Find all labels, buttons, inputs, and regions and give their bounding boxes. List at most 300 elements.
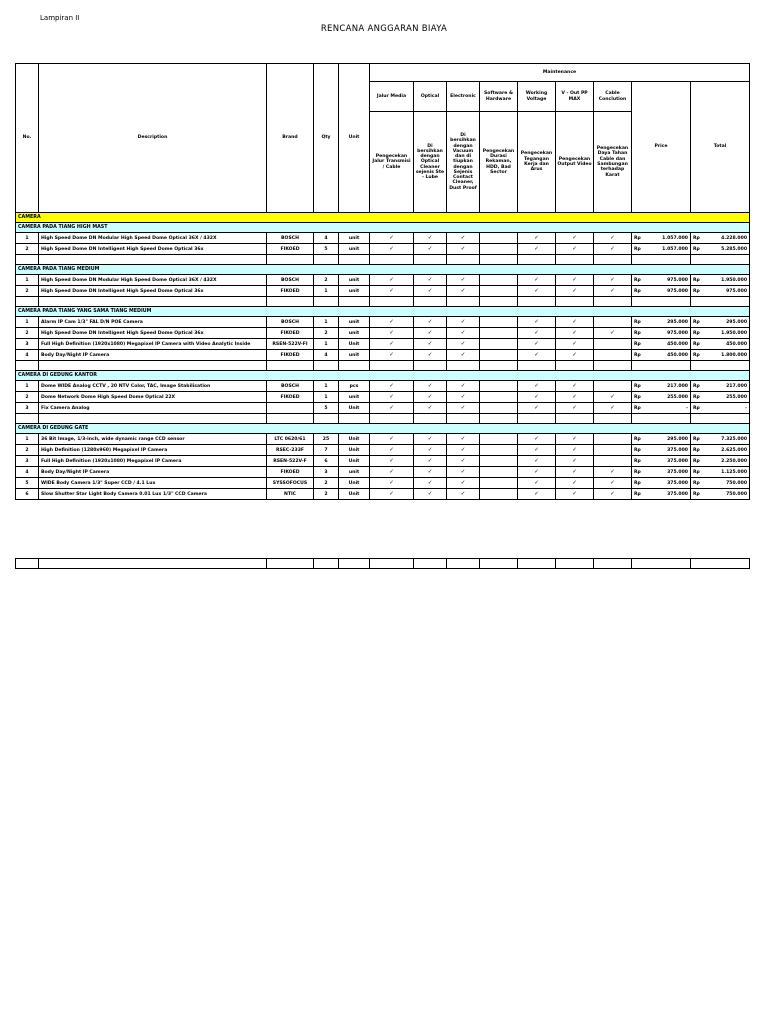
empty-check-cell — [594, 381, 632, 392]
table-row — [16, 392, 750, 403]
row-unit: unit — [339, 286, 370, 297]
row-no: 2 — [16, 286, 39, 297]
check-mark: ✓ — [414, 467, 447, 478]
table-row — [16, 489, 750, 500]
check-mark: ✓ — [370, 467, 414, 478]
check-mark: ✓ — [556, 403, 594, 414]
row-total — [691, 328, 750, 339]
maintenance-col-title: Electronic — [447, 82, 480, 112]
row-price — [632, 350, 691, 361]
row-total-value: 450.000 — [726, 341, 748, 347]
check-mark: ✓ — [370, 275, 414, 286]
check-mark: ✓ — [370, 350, 414, 361]
row-price-value: 450.000 — [667, 341, 688, 347]
row-brand: RSEN-522V-FI — [267, 339, 314, 350]
row-qty: 1 — [314, 286, 339, 297]
check-mark: ✓ — [447, 244, 480, 255]
row-total — [691, 489, 750, 500]
row-total — [691, 445, 750, 456]
maintenance-col-detail: Di bersihkan dengan Vacuum dan di tiupkan dengan Sejenis Contact Cleaner, Dust Proof — [447, 112, 480, 213]
check-mark: ✓ — [414, 233, 447, 244]
row-unit: unit — [339, 392, 370, 403]
row-qty: 4 — [314, 350, 339, 361]
check-mark: ✓ — [414, 381, 447, 392]
row-no: 3 — [16, 456, 39, 467]
row-price — [632, 381, 691, 392]
row-price — [632, 286, 691, 297]
row-total-value: 975.000 — [726, 288, 748, 294]
check-mark: ✓ — [370, 381, 414, 392]
row-total — [691, 339, 750, 350]
empty-check-cell — [480, 381, 518, 392]
maintenance-col-title: Software & Hardware — [480, 82, 518, 112]
row-total-value: 1.125.000 — [721, 469, 748, 475]
row-qty: 6 — [314, 456, 339, 467]
row-description: Body Day/Night IP Camera — [39, 467, 267, 478]
check-mark: ✓ — [447, 328, 480, 339]
col-no: No. — [16, 64, 39, 213]
check-mark: ✓ — [370, 339, 414, 350]
table-row — [16, 381, 750, 392]
check-mark: ✓ — [447, 403, 480, 414]
check-mark: ✓ — [447, 286, 480, 297]
budget-table — [15, 63, 750, 500]
currency-label: Rp — [634, 491, 641, 497]
currency-label: Rp — [634, 288, 641, 294]
check-mark: ✓ — [370, 434, 414, 445]
table-row — [16, 286, 750, 297]
maintenance-col-title: Cable Conclution — [594, 82, 632, 112]
section-title: CAMERA PADA TIANG HIGH MAST — [16, 223, 750, 233]
check-mark: ✓ — [447, 467, 480, 478]
row-no: 3 — [16, 339, 39, 350]
currency-label: Rp — [634, 246, 641, 252]
check-mark: ✓ — [556, 286, 594, 297]
row-total — [691, 403, 750, 414]
row-qty: 2 — [314, 478, 339, 489]
row-price — [632, 445, 691, 456]
section-title: CAMERA DI GEDUNG KANTOR — [16, 371, 750, 381]
row-unit: Unit — [339, 489, 370, 500]
check-mark: ✓ — [518, 392, 556, 403]
maintenance-col-title: Jalur Media — [370, 82, 414, 112]
row-price-value: 375.000 — [667, 469, 688, 475]
table-row — [16, 403, 750, 414]
empty-check-cell — [480, 392, 518, 403]
empty-check-cell — [480, 456, 518, 467]
row-no: 3 — [16, 403, 39, 414]
check-mark: ✓ — [414, 328, 447, 339]
section-title: CAMERA PADA TIANG MEDIUM — [16, 265, 750, 275]
check-mark: ✓ — [370, 233, 414, 244]
row-price-value: 375.000 — [667, 491, 688, 497]
check-mark: ✓ — [447, 275, 480, 286]
row-description: Dome Network Dome High Speed Dome Optical 22X — [39, 392, 267, 403]
row-unit: pcs — [339, 381, 370, 392]
row-description: Slow Shutter Star Light Body Camera 0.01 Lux 1/3" CCD Camera — [39, 489, 267, 500]
table-row — [16, 350, 750, 361]
row-qty: 2 — [314, 328, 339, 339]
row-unit: Unit — [339, 445, 370, 456]
check-mark: ✓ — [370, 456, 414, 467]
row-qty: 2 — [314, 489, 339, 500]
col-description: Description — [39, 64, 267, 213]
row-description: Full High Definition (1920x1080) Megapixel IP Camera — [39, 456, 267, 467]
check-mark: ✓ — [414, 275, 447, 286]
table-row — [16, 339, 750, 350]
check-mark: ✓ — [370, 328, 414, 339]
empty-check-cell — [594, 434, 632, 445]
empty-check-cell — [480, 286, 518, 297]
row-brand: RSEN-522V-F — [267, 456, 314, 467]
row-brand: FIKOED — [267, 392, 314, 403]
check-mark: ✓ — [414, 478, 447, 489]
row-total — [691, 381, 750, 392]
row-price — [632, 478, 691, 489]
check-mark: ✓ — [556, 478, 594, 489]
row-price — [632, 339, 691, 350]
table-body — [16, 213, 750, 500]
currency-label: Rp — [634, 405, 641, 411]
row-brand: BOSCH — [267, 233, 314, 244]
row-price-value: 255.000 — [667, 394, 688, 400]
currency-label: Rp — [634, 319, 641, 325]
row-brand: BOSCH — [267, 381, 314, 392]
row-qty: 1 — [314, 392, 339, 403]
check-mark: ✓ — [447, 339, 480, 350]
empty-check-cell — [480, 275, 518, 286]
currency-label: Rp — [634, 383, 641, 389]
row-total-value: 1.950.000 — [721, 277, 748, 283]
section-header-row — [16, 424, 750, 434]
check-mark: ✓ — [518, 467, 556, 478]
currency-label: Rp — [693, 491, 700, 497]
maintenance-col-detail: Pengecekan Output Video — [556, 112, 594, 213]
section-header-row — [16, 371, 750, 381]
table-row — [16, 478, 750, 489]
row-unit: unit — [339, 350, 370, 361]
blank-row — [16, 361, 750, 371]
currency-label: Rp — [634, 277, 641, 283]
check-mark: ✓ — [594, 467, 632, 478]
check-mark: ✓ — [556, 275, 594, 286]
row-brand: FIKOED — [267, 286, 314, 297]
check-mark: ✓ — [518, 350, 556, 361]
col-total: Total — [691, 82, 750, 213]
row-total-value: 750.000 — [726, 491, 748, 497]
row-total — [691, 233, 750, 244]
empty-check-cell — [480, 328, 518, 339]
maintenance-col-detail: Di bersihkan dengan Optical Cleaner sejenis Ste - Lube — [414, 112, 447, 213]
row-price — [632, 328, 691, 339]
lampiran-label: Lampiran II — [40, 14, 80, 22]
check-mark: ✓ — [414, 456, 447, 467]
check-mark: ✓ — [447, 434, 480, 445]
row-total — [691, 275, 750, 286]
check-mark: ✓ — [414, 244, 447, 255]
row-description: Alarm IP Cam 1/3" FAL D/N POE Camera — [39, 317, 267, 328]
row-total — [691, 317, 750, 328]
row-no: 6 — [16, 489, 39, 500]
currency-label: Rp — [693, 480, 700, 486]
check-mark: ✓ — [370, 489, 414, 500]
check-mark: ✓ — [447, 350, 480, 361]
row-price-value: 375.000 — [667, 480, 688, 486]
currency-label: Rp — [693, 319, 700, 325]
row-unit: unit — [339, 328, 370, 339]
check-mark: ✓ — [370, 403, 414, 414]
row-brand: FIKOED — [267, 328, 314, 339]
table-row — [16, 244, 750, 255]
row-brand: SYSSOFOCUS — [267, 478, 314, 489]
check-mark: ✓ — [594, 478, 632, 489]
row-description: Fix Camera Analog — [39, 403, 267, 414]
row-unit: unit — [339, 317, 370, 328]
currency-label: Rp — [634, 330, 641, 336]
check-mark: ✓ — [414, 350, 447, 361]
row-description: Body Day/Night IP Camera — [39, 350, 267, 361]
section-title: CAMERA PADA TIANG YANG SAMA TIANG MEDIUM — [16, 307, 750, 317]
empty-check-cell — [480, 339, 518, 350]
row-qty: 5 — [314, 244, 339, 255]
row-total-value: 217.000 — [726, 383, 748, 389]
row-total — [691, 456, 750, 467]
check-mark: ✓ — [447, 381, 480, 392]
check-mark: ✓ — [556, 456, 594, 467]
row-no: 1 — [16, 275, 39, 286]
row-price — [632, 392, 691, 403]
blank-row — [16, 297, 750, 307]
currency-label: Rp — [634, 480, 641, 486]
section-header-row — [16, 223, 750, 233]
section-header-row — [16, 265, 750, 275]
row-unit: Unit — [339, 478, 370, 489]
row-no: 1 — [16, 233, 39, 244]
section-header-row — [16, 213, 750, 223]
row-description: High Speed Dome DN Modular High Speed Dome Optical 36X / 432X — [39, 233, 267, 244]
table-row — [16, 434, 750, 445]
check-mark: ✓ — [414, 392, 447, 403]
check-mark: ✓ — [594, 244, 632, 255]
row-price-value: 217.000 — [667, 383, 688, 389]
row-no: 1 — [16, 317, 39, 328]
maintenance-col-detail: Pengecekan Durasi Rekaman, HDD, Bad Sector — [480, 112, 518, 213]
currency-label: Rp — [693, 447, 700, 453]
check-mark: ✓ — [594, 233, 632, 244]
check-mark: ✓ — [556, 434, 594, 445]
row-total — [691, 286, 750, 297]
table-header — [16, 64, 750, 213]
empty-check-cell — [594, 445, 632, 456]
check-mark: ✓ — [414, 445, 447, 456]
check-mark: ✓ — [556, 392, 594, 403]
row-qty: 3 — [314, 467, 339, 478]
check-mark: ✓ — [518, 445, 556, 456]
check-mark: ✓ — [556, 467, 594, 478]
currency-label: Rp — [693, 405, 700, 411]
table-row — [16, 445, 750, 456]
row-description: High Speed Dome DN Intelligent High Speed Dome Optical 36x — [39, 286, 267, 297]
row-total — [691, 478, 750, 489]
currency-label: Rp — [634, 394, 641, 400]
check-mark: ✓ — [556, 244, 594, 255]
currency-label: Rp — [634, 235, 641, 241]
row-price-value: 450.000 — [667, 352, 688, 358]
check-mark: ✓ — [594, 275, 632, 286]
empty-check-cell — [480, 233, 518, 244]
row-no: 2 — [16, 392, 39, 403]
check-mark: ✓ — [594, 403, 632, 414]
row-total-value: 1.950.000 — [721, 330, 748, 336]
row-price-value: 975.000 — [667, 288, 688, 294]
maintenance-col-title: Working Voltage — [518, 82, 556, 112]
currency-label: Rp — [693, 288, 700, 294]
table-row — [16, 467, 750, 478]
check-mark: ✓ — [556, 445, 594, 456]
blank-row — [16, 255, 750, 265]
check-mark: ✓ — [370, 244, 414, 255]
section-title: CAMERA DI GEDUNG GATE — [16, 424, 750, 434]
row-price — [632, 489, 691, 500]
check-mark: ✓ — [518, 456, 556, 467]
row-total-value: 1.800.000 — [721, 352, 748, 358]
row-brand: NTIC — [267, 489, 314, 500]
currency-label: Rp — [634, 458, 641, 464]
check-mark: ✓ — [518, 317, 556, 328]
col-maintenance: Maintenance — [370, 64, 750, 82]
row-qty: 7 — [314, 445, 339, 456]
row-total — [691, 244, 750, 255]
row-total-value: 7.325.000 — [721, 436, 748, 442]
check-mark: ✓ — [447, 456, 480, 467]
row-qty: 1 — [314, 317, 339, 328]
check-mark: ✓ — [447, 317, 480, 328]
empty-check-cell — [480, 244, 518, 255]
table-row — [16, 317, 750, 328]
row-total — [691, 467, 750, 478]
maintenance-col-title: V - Out PP MAX — [556, 82, 594, 112]
row-unit: Unit — [339, 403, 370, 414]
row-brand: BOSCH — [267, 317, 314, 328]
table-row — [16, 328, 750, 339]
row-price-value: 295.000 — [667, 436, 688, 442]
check-mark: ✓ — [556, 489, 594, 500]
col-brand: Brand — [267, 64, 314, 213]
currency-label: Rp — [693, 277, 700, 283]
row-total-value: 2.625.000 — [721, 447, 748, 453]
row-price-value: 375.000 — [667, 447, 688, 453]
empty-footer-row — [15, 558, 750, 569]
row-price-value: 1.057.000 — [662, 246, 688, 252]
currency-label: Rp — [693, 383, 700, 389]
check-mark: ✓ — [518, 244, 556, 255]
currency-label: Rp — [634, 447, 641, 453]
row-total-value: 295.000 — [726, 319, 748, 325]
row-price-value: 975.000 — [667, 277, 688, 283]
row-brand: FIKOED — [267, 467, 314, 478]
row-description: High Speed Dome DN Intelligent High Speed Dome Optical 36x — [39, 244, 267, 255]
row-price-value: 975.000 — [667, 330, 688, 336]
currency-label: Rp — [693, 436, 700, 442]
row-price-value: 1.057.000 — [662, 235, 688, 241]
row-no: 1 — [16, 381, 39, 392]
col-price: Price — [632, 82, 691, 213]
row-description: High Definition (1280x960) Megapixel IP Camera — [39, 445, 267, 456]
check-mark: ✓ — [594, 328, 632, 339]
check-mark: ✓ — [370, 445, 414, 456]
empty-check-cell — [480, 317, 518, 328]
check-mark: ✓ — [370, 317, 414, 328]
table-row — [16, 233, 750, 244]
row-unit: unit — [339, 233, 370, 244]
currency-label: Rp — [693, 341, 700, 347]
empty-check-cell — [480, 434, 518, 445]
row-no: 2 — [16, 328, 39, 339]
check-mark: ✓ — [594, 392, 632, 403]
check-mark: ✓ — [447, 445, 480, 456]
row-brand: BOSCH — [267, 275, 314, 286]
row-brand: LTC 0620/61 — [267, 434, 314, 445]
row-no: 5 — [16, 478, 39, 489]
currency-label: Rp — [634, 341, 641, 347]
check-mark: ✓ — [518, 275, 556, 286]
currency-label: Rp — [634, 469, 641, 475]
check-mark: ✓ — [447, 489, 480, 500]
row-price — [632, 233, 691, 244]
check-mark: ✓ — [414, 434, 447, 445]
row-description: WIDE Body Camera 1/3" Super CCD / 4.1 Lux — [39, 478, 267, 489]
check-mark: ✓ — [594, 489, 632, 500]
row-price-value: 295.000 — [667, 319, 688, 325]
check-mark: ✓ — [518, 403, 556, 414]
check-mark: ✓ — [370, 286, 414, 297]
check-mark: ✓ — [447, 233, 480, 244]
row-description: High Speed Dome DN Modular High Speed Dome Optical 36X / 432X — [39, 275, 267, 286]
row-qty: 4 — [314, 233, 339, 244]
check-mark: ✓ — [518, 328, 556, 339]
row-no: 4 — [16, 467, 39, 478]
check-mark: ✓ — [414, 489, 447, 500]
row-unit: Unit — [339, 434, 370, 445]
row-price — [632, 244, 691, 255]
document-title: RENCANA ANGGARAN BIAYA — [320, 24, 448, 34]
col-qty: Qty — [314, 64, 339, 213]
check-mark: ✓ — [518, 489, 556, 500]
section-title: CAMERA — [16, 213, 750, 223]
table-row — [16, 456, 750, 467]
row-unit: unit — [339, 275, 370, 286]
row-price — [632, 275, 691, 286]
check-mark: ✓ — [556, 233, 594, 244]
check-mark: ✓ — [414, 339, 447, 350]
row-unit: unit — [339, 244, 370, 255]
currency-label: Rp — [634, 436, 641, 442]
currency-label: Rp — [693, 352, 700, 358]
empty-check-cell — [480, 467, 518, 478]
row-qty: 25 — [314, 434, 339, 445]
row-total-value: 5.285.000 — [721, 246, 748, 252]
currency-label: Rp — [693, 394, 700, 400]
currency-label: Rp — [693, 469, 700, 475]
empty-check-cell — [594, 317, 632, 328]
row-qty: 2 — [314, 275, 339, 286]
row-brand: FIKOED — [267, 244, 314, 255]
row-total-value: 255.000 — [726, 394, 748, 400]
row-price — [632, 434, 691, 445]
row-description: 36 Bit Image, 1/3-inch, wide dynamic range CCD sensor — [39, 434, 267, 445]
row-total — [691, 350, 750, 361]
row-total-value: 750.000 — [726, 480, 748, 486]
